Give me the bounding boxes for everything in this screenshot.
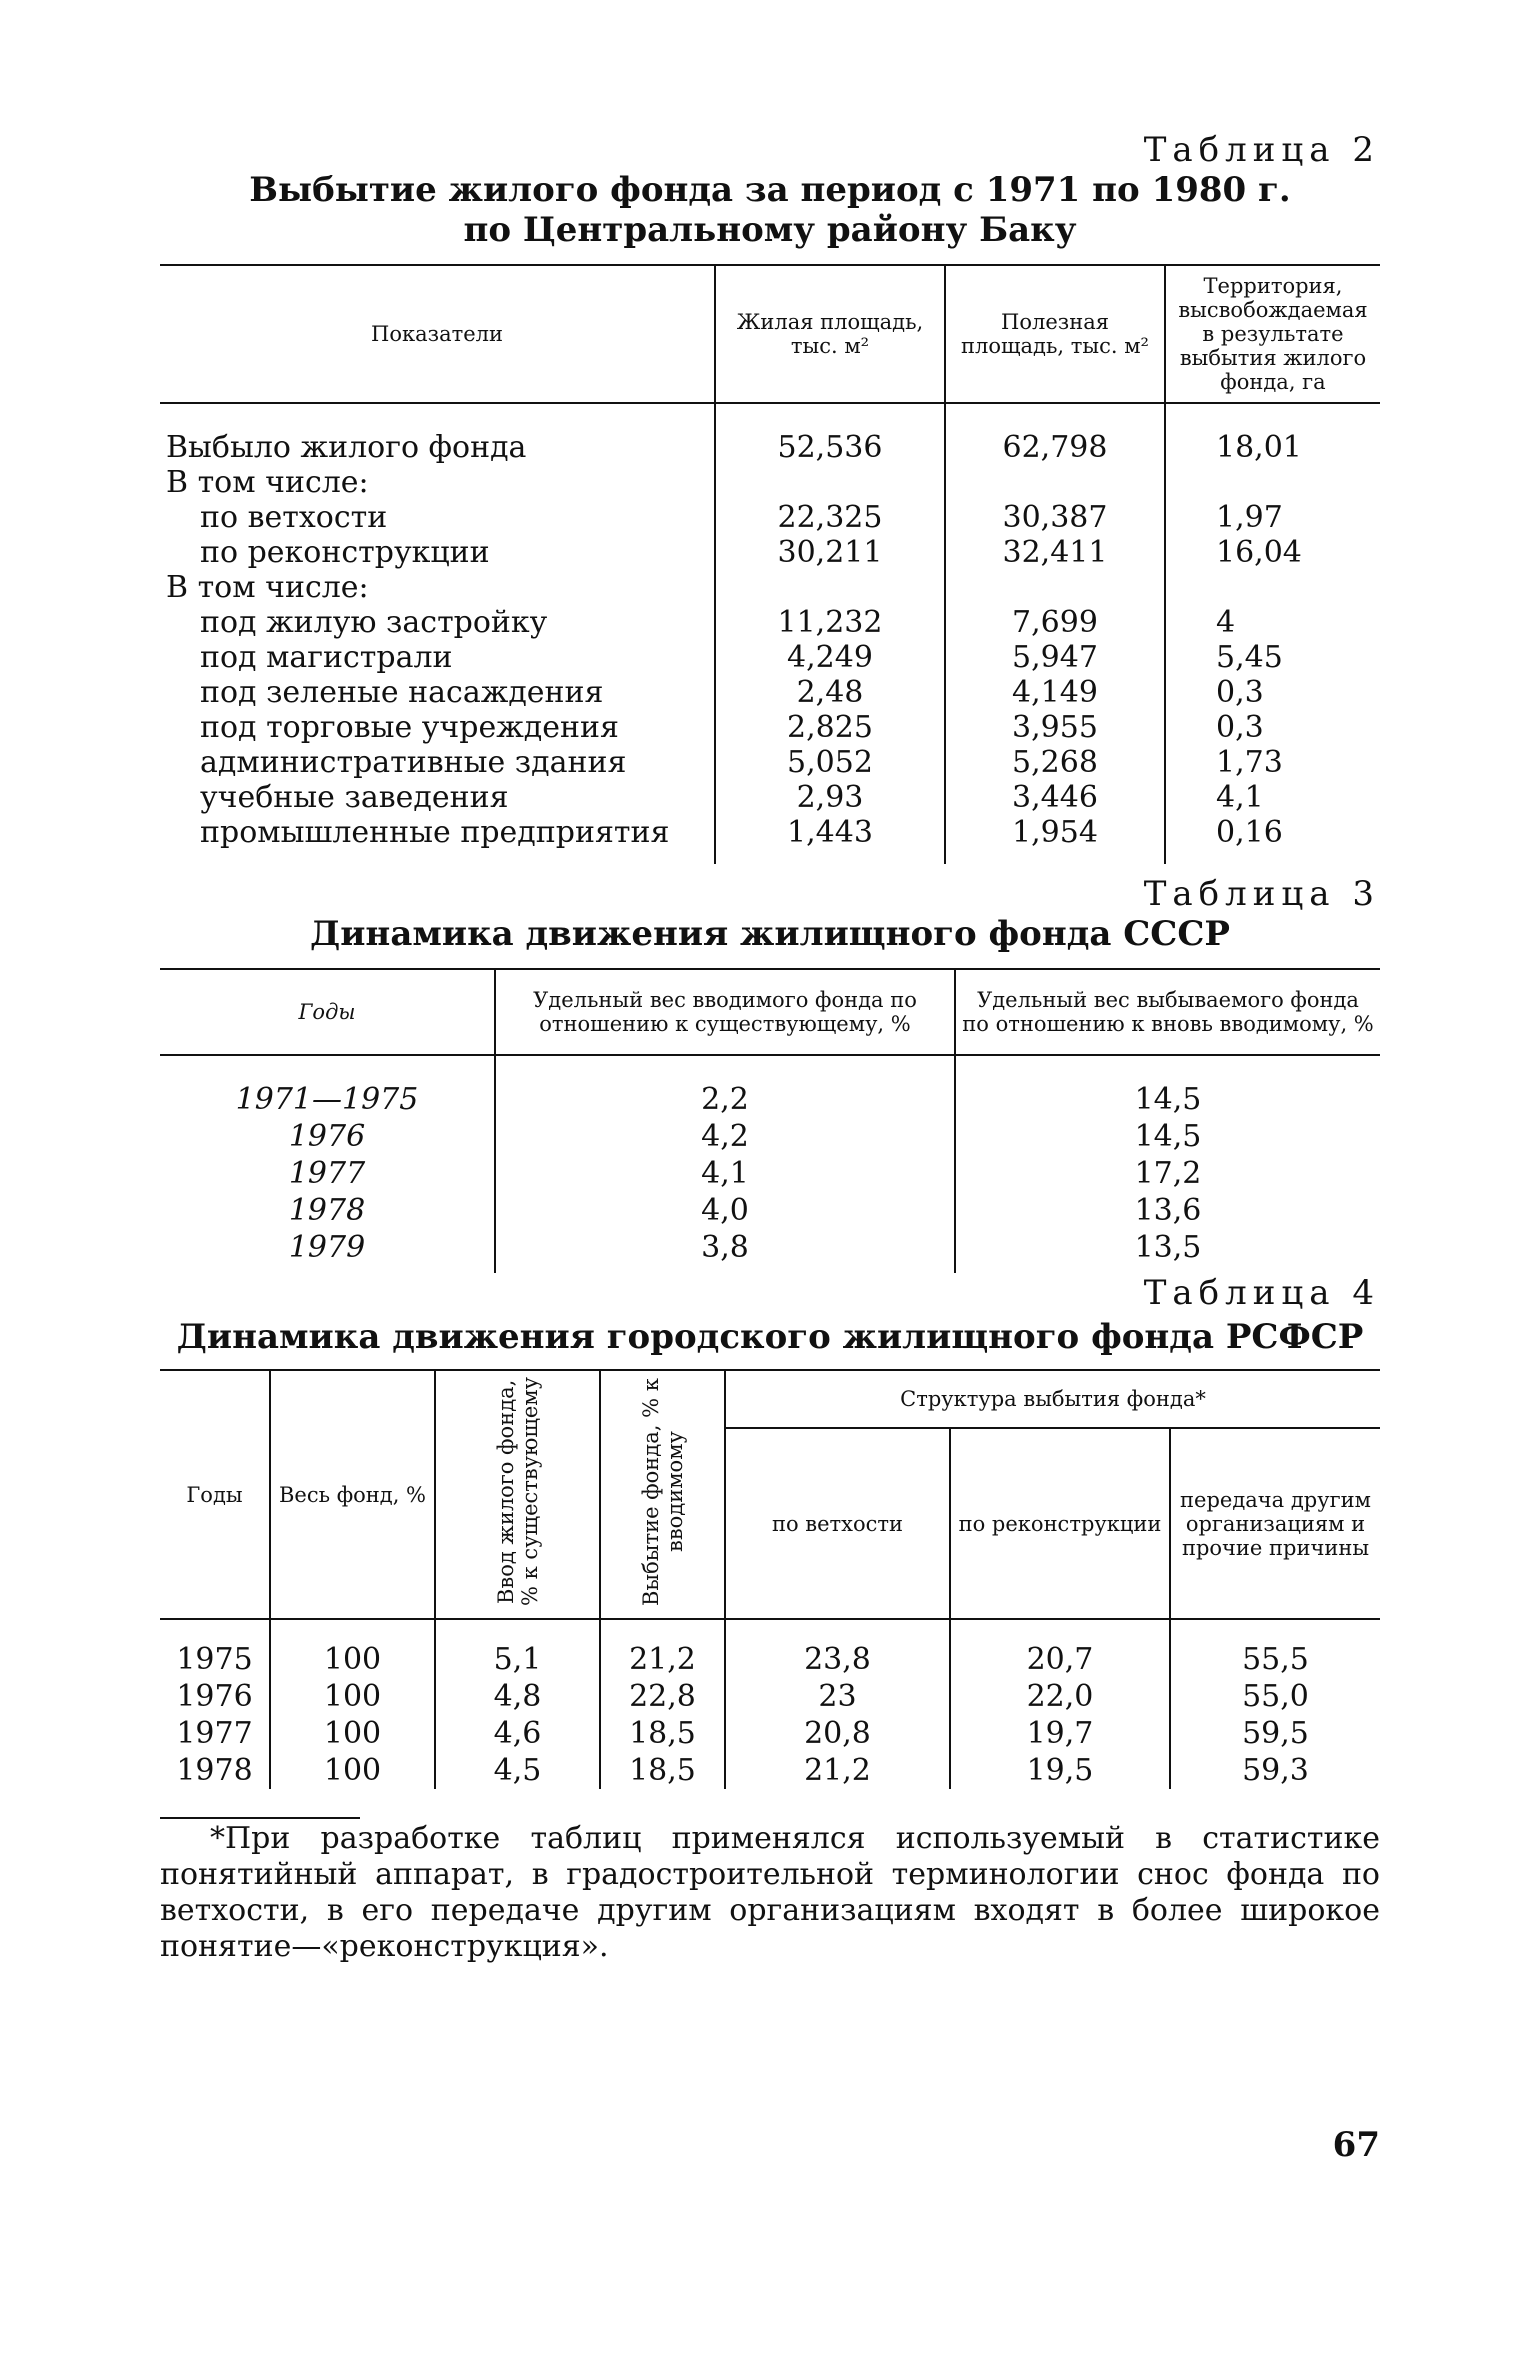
table3-cell-input-share: 4,1	[495, 1155, 955, 1192]
table4-cell-reconstruction: 19,5	[950, 1752, 1170, 1789]
table2-cell-living-area: 5,052	[715, 745, 945, 780]
table2-header-indicators: Показатели	[371, 322, 503, 346]
table2-row-label: по реконструкции	[200, 535, 490, 570]
table4	[160, 1369, 1380, 1789]
table2-cell-territory	[1165, 570, 1380, 605]
table2-row	[160, 710, 1380, 745]
table4-cell-decay: 21,2	[725, 1752, 950, 1789]
table4-label: Таблица 4	[1143, 1273, 1380, 1313]
table3-cell-input-share: 3,8	[495, 1229, 955, 1273]
table2-row	[160, 605, 1380, 640]
table4-cell-output: 18,5	[600, 1715, 725, 1752]
table2-cell-usable-area	[945, 465, 1165, 500]
table4-cell-reconstruction: 22,0	[950, 1678, 1170, 1715]
table2-row	[160, 745, 1380, 780]
table4-cell-output: 18,5	[600, 1752, 725, 1789]
table2-cell-territory: 0,16	[1165, 815, 1380, 864]
table4-row	[160, 1619, 1380, 1678]
table4-cell-years: 1977	[176, 1716, 253, 1751]
table2-header-territory: Территория, высвобождаемая в результате выбытия жилого фонда, га	[1165, 265, 1380, 403]
table3-cell-years: 1971—1975	[235, 1082, 419, 1117]
page	[160, 130, 1380, 1965]
table3-header-years: Годы	[298, 1000, 356, 1024]
table2-cell-usable-area: 5,268	[945, 745, 1165, 780]
table2-cell-territory: 1,97	[1165, 500, 1380, 535]
table4-header-decay: по ветхости	[725, 1428, 950, 1619]
table3-cell-output-share: 13,5	[955, 1229, 1380, 1273]
table2-cell-usable-area: 30,387	[945, 500, 1165, 535]
table3-header-input-share: Удельный вес вводимого фонда по отношению к существующему, %	[495, 969, 955, 1055]
table4-row	[160, 1678, 1380, 1715]
table2-row	[160, 675, 1380, 710]
table2-cell-territory	[1165, 465, 1380, 500]
table2-cell-territory: 0,3	[1165, 675, 1380, 710]
table3-row	[160, 1055, 1380, 1118]
table4-cell-input: 5,1	[435, 1619, 600, 1678]
table4-cell-other: 55,0	[1170, 1678, 1380, 1715]
table2-title	[160, 170, 1380, 250]
table2-row-label: Выбыло жилого фонда	[166, 430, 527, 465]
table2-cell-usable-area: 62,798	[945, 403, 1165, 465]
table3-cell-years: 1977	[288, 1156, 366, 1191]
table3-cell-output-share: 14,5	[955, 1055, 1380, 1118]
table2-cell-territory: 16,04	[1165, 535, 1380, 570]
table4-cell-total: 100	[270, 1619, 435, 1678]
table2-row	[160, 535, 1380, 570]
table4-row	[160, 1715, 1380, 1752]
table2-row-label: административные здания	[200, 745, 627, 780]
table4-cell-years: 1975	[176, 1642, 253, 1677]
table2-cell-living-area: 2,48	[715, 675, 945, 710]
table3-cell-output-share: 17,2	[955, 1155, 1380, 1192]
table3-cell-input-share: 2,2	[495, 1055, 955, 1118]
table2-cell-usable-area: 3,446	[945, 780, 1165, 815]
table4-cell-output: 22,8	[600, 1678, 725, 1715]
table2-row-label: учебные заведения	[200, 780, 509, 815]
table2-header-row	[160, 265, 1380, 403]
table4-row	[160, 1752, 1380, 1789]
table4-cell-total: 100	[270, 1715, 435, 1752]
table2-row-label: под магистрали	[200, 640, 453, 675]
table3-cell-output-share: 13,6	[955, 1192, 1380, 1229]
table4-cell-reconstruction: 20,7	[950, 1619, 1170, 1678]
table4-cell-years: 1976	[176, 1679, 253, 1714]
table4-cell-total: 100	[270, 1678, 435, 1715]
table4-cell-input: 4,8	[435, 1678, 600, 1715]
table3-row	[160, 1229, 1380, 1273]
table3-cell-input-share: 4,0	[495, 1192, 955, 1229]
footnote-rule	[160, 1817, 360, 1819]
table4-cell-decay: 23,8	[725, 1619, 950, 1678]
table3-title: Динамика движения жилищного фонда СССР	[309, 914, 1230, 954]
table3-cell-years: 1976	[288, 1119, 366, 1154]
table2-cell-territory: 0,3	[1165, 710, 1380, 745]
table3-cell-input-share: 4,2	[495, 1118, 955, 1155]
table3-header-output-share: Удельный вес выбываемого фонда по отношению к вновь вводимому, %	[955, 969, 1380, 1055]
table2	[160, 264, 1380, 864]
table2-cell-territory: 18,01	[1165, 403, 1380, 465]
table2-cell-territory: 4,1	[1165, 780, 1380, 815]
table2-cell-usable-area: 7,699	[945, 605, 1165, 640]
table3-label: Таблица 3	[1143, 874, 1380, 914]
table3-cell-output-share: 14,5	[955, 1118, 1380, 1155]
table2-cell-living-area: 4,249	[715, 640, 945, 675]
table4-cell-other: 59,5	[1170, 1715, 1380, 1752]
table3-row	[160, 1118, 1380, 1155]
table4-cell-input: 4,6	[435, 1715, 600, 1752]
table4-cell-reconstruction: 19,7	[950, 1715, 1170, 1752]
table4-header-output	[600, 1370, 725, 1619]
table2-row-label: под торговые учреждения	[200, 710, 619, 745]
table4-header-input	[435, 1370, 600, 1619]
table2-cell-usable-area: 32,411	[945, 535, 1165, 570]
table3-cell-years: 1979	[288, 1230, 366, 1265]
table2-cell-territory: 4	[1165, 605, 1380, 640]
table2-cell-living-area: 2,825	[715, 710, 945, 745]
table4-header-total: Весь фонд, %	[270, 1370, 435, 1619]
table4-title: Динамика движения городского жилищного фонда РСФСР	[176, 1317, 1364, 1357]
table2-cell-living-area: 11,232	[715, 605, 945, 640]
table4-cell-input: 4,5	[435, 1752, 600, 1789]
table2-cell-usable-area	[945, 570, 1165, 605]
table2-cell-usable-area: 1,954	[945, 815, 1165, 864]
table4-header-input-text: Ввод жилого фонда, % к существующему	[493, 1377, 542, 1607]
table2-row-label: под жилую застройку	[200, 605, 548, 640]
table2-cell-territory: 5,45	[1165, 640, 1380, 675]
table2-row-label: В том числе:	[166, 570, 369, 605]
table4-cell-decay: 20,8	[725, 1715, 950, 1752]
table2-header-living-area: Жилая площадь, тыс. м²	[715, 265, 945, 403]
table2-cell-living-area	[715, 570, 945, 605]
table2-row-label: промышленные предприятия	[200, 815, 670, 850]
table2-row	[160, 640, 1380, 675]
table3-cell-years: 1978	[288, 1193, 366, 1228]
table4-cell-total: 100	[270, 1752, 435, 1789]
table2-cell-living-area: 1,443	[715, 815, 945, 864]
table4-cell-years: 1978	[176, 1753, 253, 1788]
table3-row	[160, 1155, 1380, 1192]
table2-row	[160, 403, 1380, 465]
table4-cell-decay: 23	[725, 1678, 950, 1715]
table3	[160, 968, 1380, 1273]
table4-header-structure: Структура выбытия фонда*	[725, 1370, 1380, 1428]
table2-row	[160, 465, 1380, 500]
table4-cell-other: 55,5	[1170, 1619, 1380, 1678]
page-number: 67	[1332, 2125, 1380, 2165]
table2-row-label: В том числе:	[166, 465, 369, 500]
table4-header-reconstruction: по реконструкции	[950, 1428, 1170, 1619]
table2-cell-living-area: 30,211	[715, 535, 945, 570]
table4-header-output-text: Выбытие фонда, % к вводимому	[638, 1378, 687, 1606]
table2-cell-usable-area: 5,947	[945, 640, 1165, 675]
table4-header-years: Годы	[160, 1370, 270, 1619]
table2-cell-usable-area: 3,955	[945, 710, 1165, 745]
table2-title-line1: Выбытие жилого фонда за период с 1971 по 1980 г.	[249, 170, 1291, 210]
table2-cell-living-area: 52,536	[715, 403, 945, 465]
table4-cell-other: 59,3	[1170, 1752, 1380, 1789]
table4-header-row1	[160, 1370, 1380, 1428]
table3-header-row	[160, 969, 1380, 1055]
table2-cell-territory: 1,73	[1165, 745, 1380, 780]
table2-cell-usable-area: 4,149	[945, 675, 1165, 710]
table2-row-label: под зеленые насаждения	[200, 675, 604, 710]
table2-cell-living-area: 22,325	[715, 500, 945, 535]
table4-header-other: передача другим организациям и прочие причины	[1170, 1428, 1380, 1619]
table2-row	[160, 815, 1380, 864]
table2-cell-living-area: 2,93	[715, 780, 945, 815]
table2-title-line2: по Центральному району Баку	[463, 210, 1077, 250]
table2-cell-living-area	[715, 465, 945, 500]
table2-row	[160, 570, 1380, 605]
table2-row	[160, 780, 1380, 815]
table2-row	[160, 500, 1380, 535]
table4-cell-output: 21,2	[600, 1619, 725, 1678]
table2-row-label: по ветхости	[200, 500, 388, 535]
table2-header-usable-area: Полезная площадь, тыс. м²	[945, 265, 1165, 403]
footnote: *При разработке таблиц применялся используемый в статистике понятийный аппарат, в градостроительной терминологии снос фонда по ветхости, в его передаче другим организациям входят в более широкое понятие—«реконструкция».	[160, 1821, 1380, 1964]
table2-label: Таблица 2	[1143, 130, 1380, 170]
table3-row	[160, 1192, 1380, 1229]
